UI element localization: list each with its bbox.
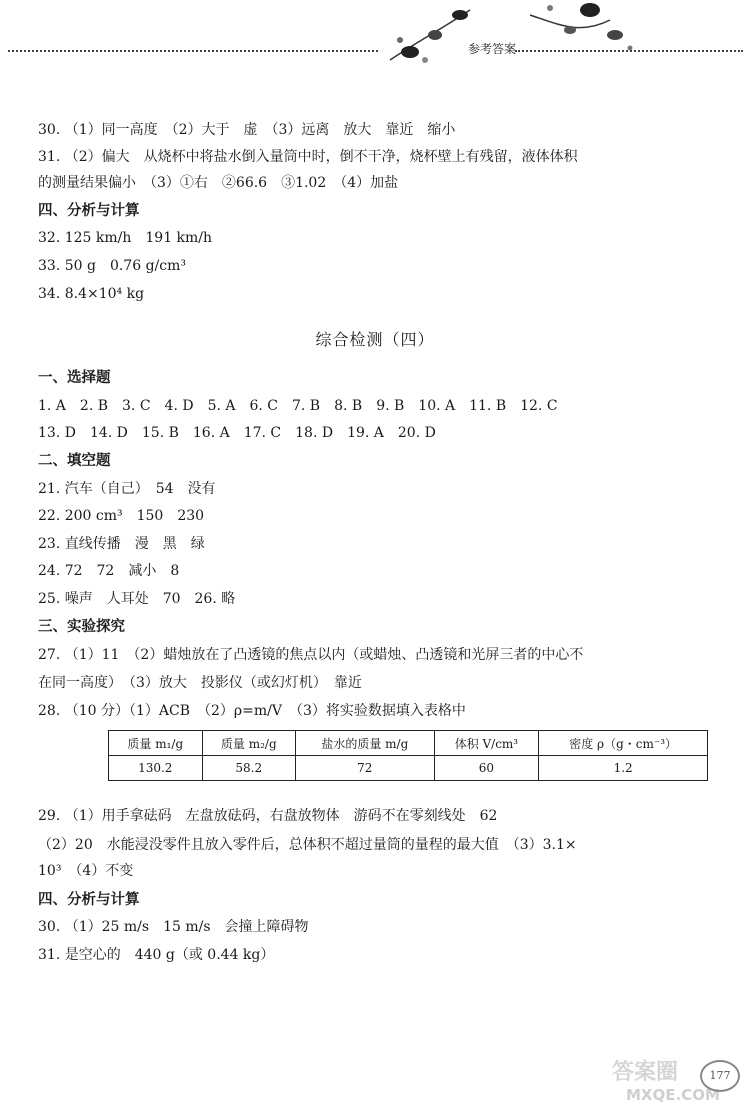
watermark: 答案圈 xyxy=(612,1060,679,1085)
table-cell: 72 xyxy=(296,756,435,781)
header-rule-left xyxy=(8,50,378,52)
table-header-cell: 体积 V/cm³ xyxy=(434,731,539,756)
header-title: 参考答案 xyxy=(468,42,517,56)
answer-line: 34. 8.4×10⁴ kg xyxy=(38,286,145,302)
data-table xyxy=(108,730,708,781)
answer-line: 27. （1）11 （2）蜡烛放在了凸透镜的焦点以内（或蜡烛、凸透镜和光屏三者的中心不 xyxy=(38,647,584,663)
section-heading: 四、分析与计算 xyxy=(38,892,140,908)
answer-line: 23. 直线传播 漫 黑 绿 xyxy=(38,536,205,552)
flower-decoration-icon xyxy=(380,0,640,75)
answer-line: 24. 72 72 减小 8 xyxy=(38,563,180,579)
answer-line: 在同一高度） （3）放大 投影仪（或幻灯机） 靠近 xyxy=(38,675,362,691)
answer-line: 32. 125 km/h 191 km/h xyxy=(38,230,213,246)
answer-line: 31. 是空心的 440 g（或 0.44 kg） xyxy=(38,947,275,963)
section-heading: 四、分析与计算 xyxy=(38,203,140,219)
answer-line: 22. 200 cm³ 150 230 xyxy=(38,508,205,524)
table-header-cell: 盐水的质量 m/g xyxy=(296,731,435,756)
answer-line: 的测量结果偏小 （3）①右 ②66.6 ③1.02 （4）加盐 xyxy=(38,175,399,191)
answer-line: 28. （10 分）（1）ACB （2）ρ=m/V （3）将实验数据填入表格中 xyxy=(38,703,466,719)
header-rule-right xyxy=(515,50,743,52)
page-number: 177 xyxy=(700,1060,740,1092)
table-header-cell: 密度 ρ（g・cm⁻³） xyxy=(539,731,708,756)
table-cell: 60 xyxy=(434,756,539,781)
page-header xyxy=(0,0,750,75)
answer-line: 10³ （4）不变 xyxy=(38,863,134,879)
answer-line: 13. D 14. D 15. B 16. A 17. C 18. D 19. A 20. D xyxy=(38,425,436,441)
table-cell: 58.2 xyxy=(202,756,296,781)
table-header-cell: 质量 m₁/g xyxy=(109,731,203,756)
answer-line: 25. 噪声 人耳处 70 26. 略 xyxy=(38,591,236,607)
section-heading: 三、实验探究 xyxy=(38,619,125,635)
answer-line: 31. （2）偏大 从烧杯中将盐水倒入量筒中时，倒不干净，烧杯壁上有残留，液体体积 xyxy=(38,149,578,165)
table-cell: 130.2 xyxy=(109,756,203,781)
answer-line: 33. 50 g 0.76 g/cm³ xyxy=(38,258,186,274)
answer-line: 1. A 2. B 3. C 4. D 5. A 6. C 7. B 8. B 9. B 10. A 11. B 12. C xyxy=(38,398,558,414)
watermark-url: MXQE.COM xyxy=(626,1086,720,1104)
table-row xyxy=(109,756,708,781)
answer-line: 29. （1）用手拿砝码 左盘放砝码，右盘放物体 游码不在零刻线处 62 xyxy=(38,808,498,824)
section-heading: 一、选择题 xyxy=(38,370,111,386)
answer-line: 30. （1）25 m/s 15 m/s 会撞上障碍物 xyxy=(38,919,309,935)
chapter-title: 综合检测（四） xyxy=(315,330,435,349)
answer-line: 21. 汽车（自己） 54 没有 xyxy=(38,481,216,497)
table-header-cell: 质量 m₂/g xyxy=(202,731,296,756)
section-heading: 二、填空题 xyxy=(38,453,111,469)
table-cell: 1.2 xyxy=(539,756,708,781)
answer-line: 30. （1）同一高度 （2）大于 虚 （3）远离 放大 靠近 缩小 xyxy=(38,122,456,138)
table-header-row xyxy=(109,731,708,756)
answer-line: （2）20 水能浸没零件且放入零件后，总体积不超过量筒的量程的最大值 （3）3.1× xyxy=(38,837,577,853)
